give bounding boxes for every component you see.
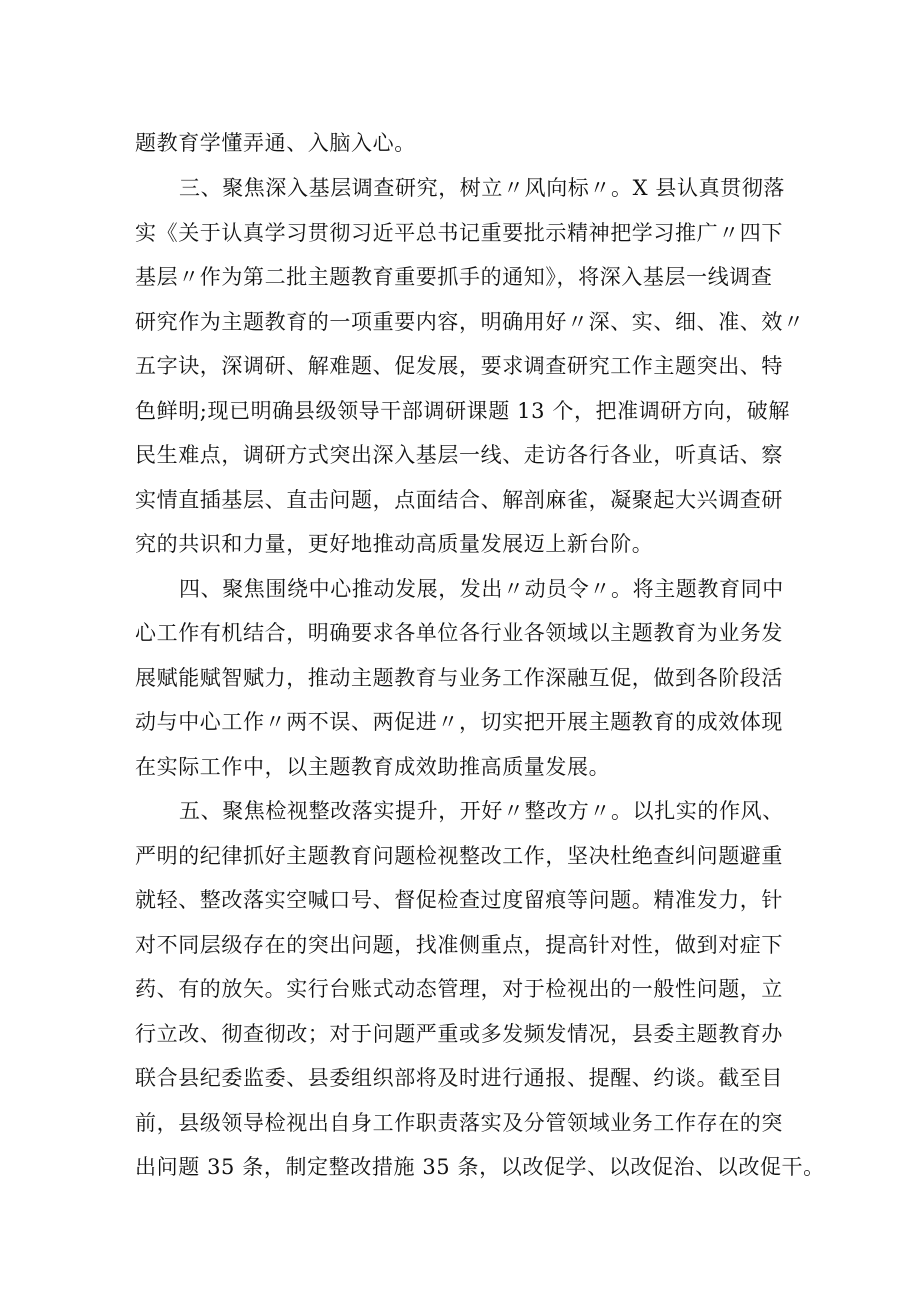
text-line: 在实际工作中，以主题教育成效助推高质量发展。 [135,755,611,779]
text-line: 严明的纪律抓好主题教育问题检视整改工作，坚决杜绝查纠问题避重 [135,844,783,868]
text-line: 药、有的放矢。实行台账式动态管理，对于检视出的一般性问题，立 [135,977,783,1001]
text-line: 民生难点，调研方式突出深入基层一线、走访各行各业，听真话、察 [135,443,783,467]
text-line: 题教育学懂弄通、入脑入心。 [135,131,416,155]
text-line: 心工作有机结合，明确要求各单位各行业各领域以主题教育为业务发 [135,621,783,645]
text-line: 前，县级领导检视出自身工作职责落实及分管领域业务工作存在的突 [135,1111,783,1135]
text-line: 研究作为主题教育的一项重要内容，明确用好〃深、实、细、准、效〃 [135,310,805,334]
section-4-heading-line: 四、聚焦围绕中心推动发展，发出〃动员令〃。将主题教育同中 [179,577,784,601]
text-line: 基层〃作为第二批主题教育重要抓手的通知》，将深入基层一线调查 [135,265,773,289]
text-line: 实《关于认真学习贯彻习近平总书记重要批示精神把学习推广〃四下 [135,221,783,245]
text-line: 动与中心工作〃两不误、两促进〃，切实把开展主题教育的成效体现 [135,710,783,734]
text-line: 出问题 35 条，制定整改措施 35 条，以改促学、以改促治、以改促干。 [135,1155,825,1179]
text-line: 行立改、彻查彻改；对于问题严重或多发频发情况，县委主题教育办 [135,1022,783,1046]
text-line: 五字诀，深调研、解难题、促发展，要求调查研究工作主题突出、特 [135,354,783,378]
text-line: 联合县纪委监委、县委组织部将及时进行通报、提醒、约谈。截至目 [135,1066,783,1090]
text-line: 究的共识和力量，更好地推动高质量发展迈上新台阶。 [135,532,654,556]
text-line: 对不同层级存在的突出问题，找准侧重点，提高针对性，做到对症下 [135,933,783,957]
section-3-heading-line: 三、聚焦深入基层调查研究，树立〃风向标〃。X 县认真贯彻落 [179,176,786,200]
section-5-heading-line: 五、聚焦检视整改落实提升，开好〃整改方〃。以扎实的作风、 [179,799,784,823]
text-line: 色鲜明;现已明确县级领导干部调研课题 13 个，把准调研方向，破解 [135,399,790,423]
text-line: 实情直插基层、直击问题，点面结合、解剖麻雀，凝聚起大兴调查研 [135,488,783,512]
text-line: 就轻、整改落实空喊口号、督促检查过度留痕等问题。精准发力，针 [135,888,783,912]
text-line: 展赋能赋智赋力，推动主题教育与业务工作深融互促，做到各阶段活 [135,666,783,690]
